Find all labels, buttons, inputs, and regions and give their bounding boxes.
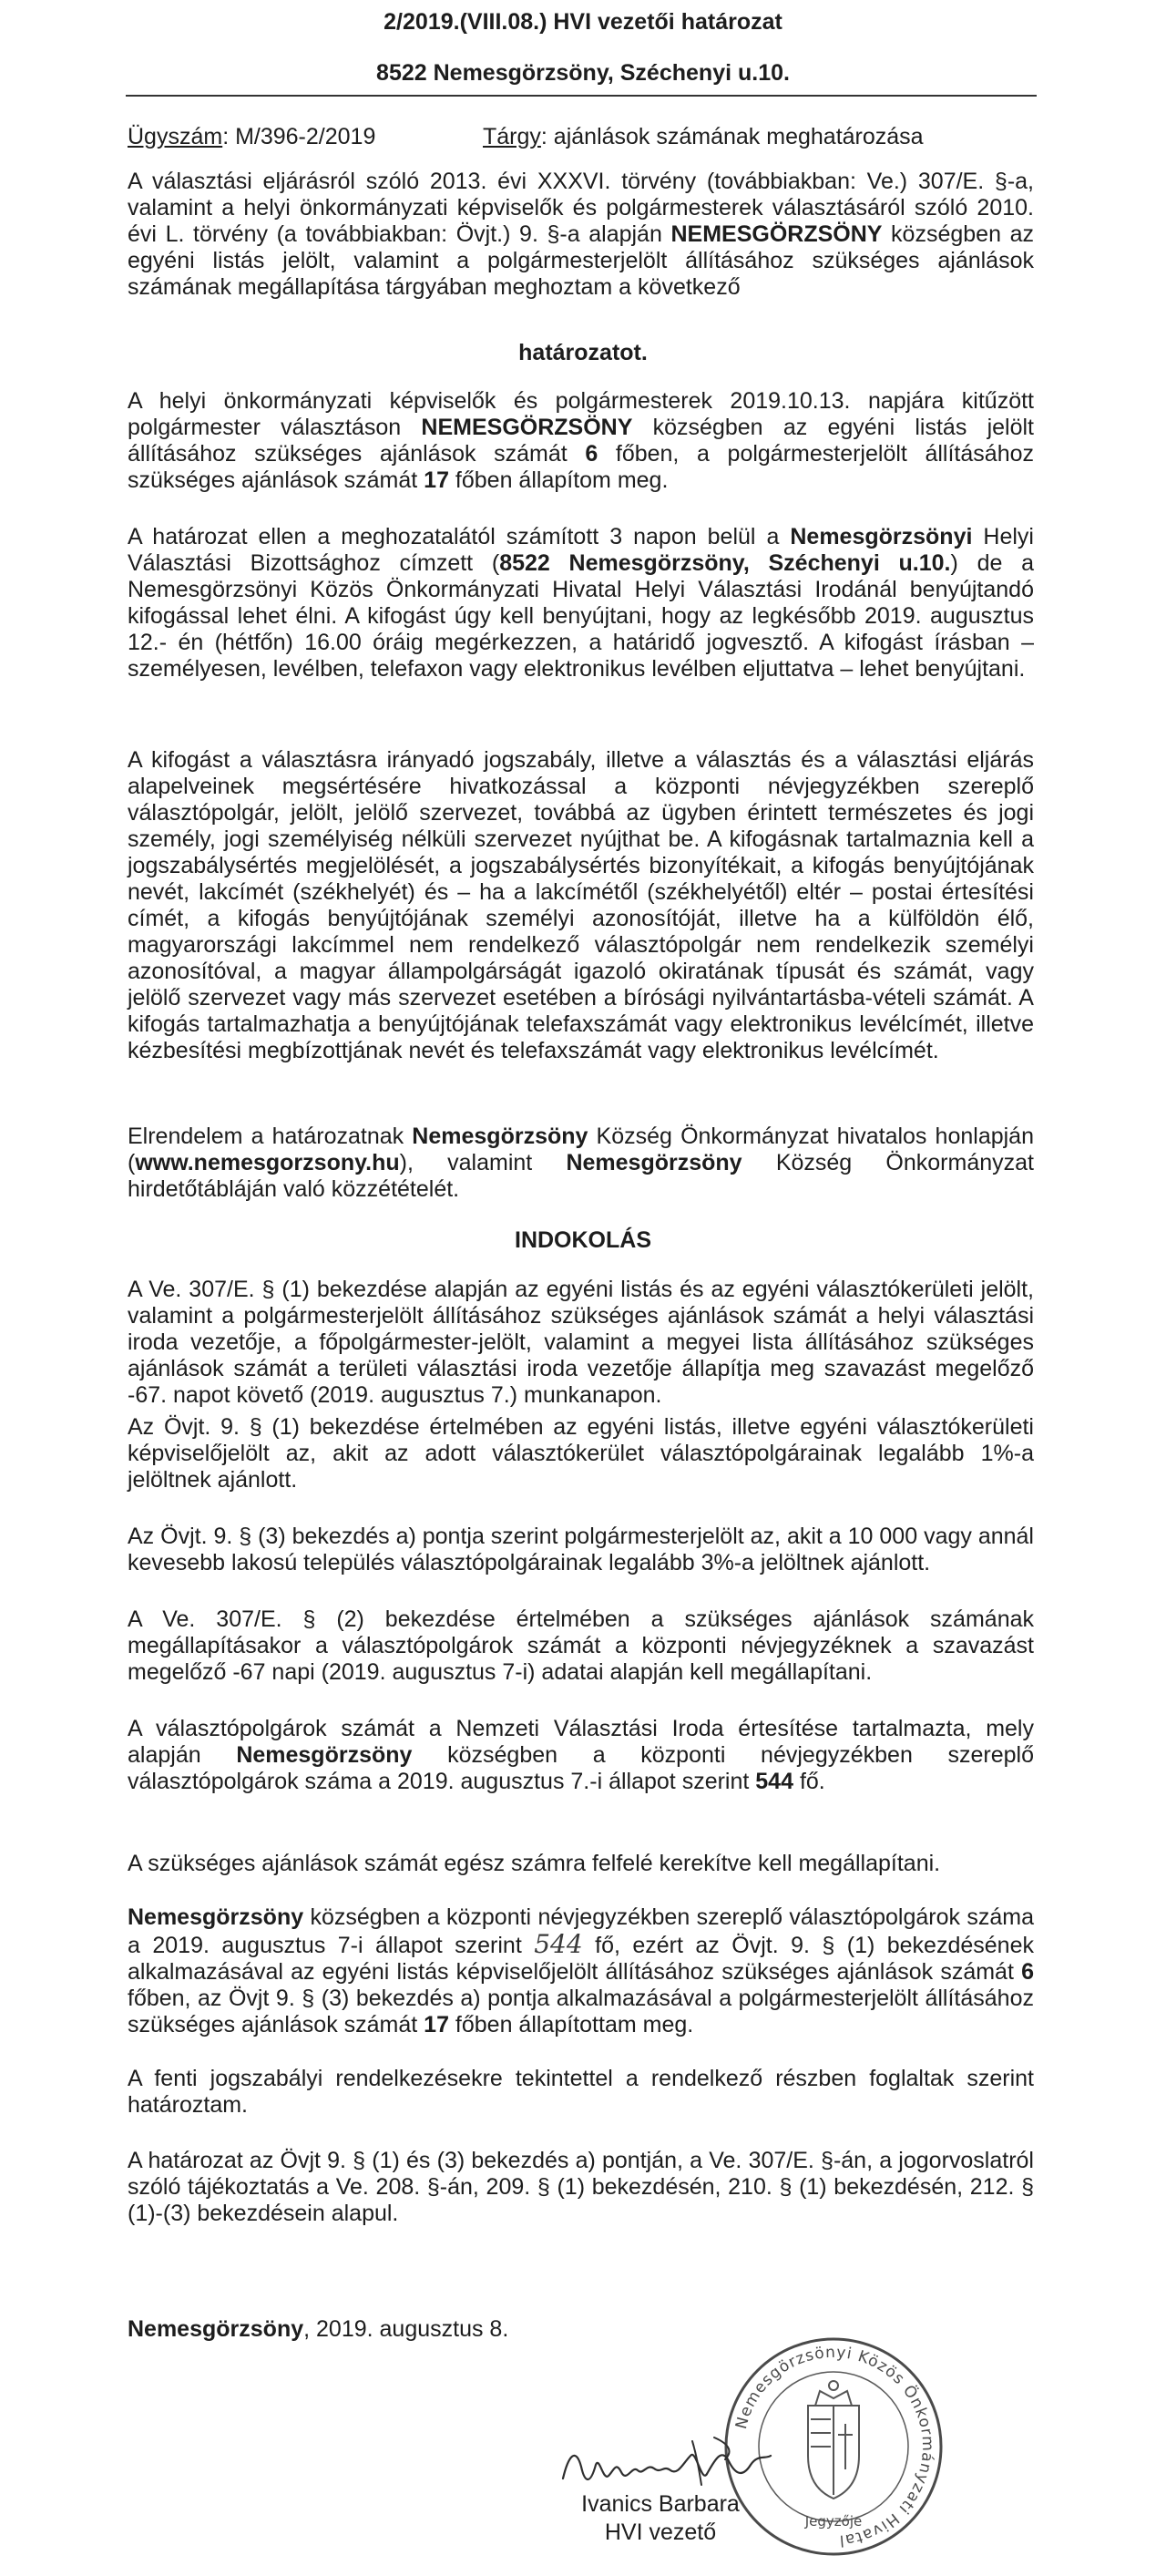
appeal-paragraph — [128, 524, 1034, 682]
appeal-committee-place: Nemesgörzsönyi — [790, 524, 973, 549]
reasoning-paragraph-4: A Ve. 307/E. § (2) bekezdése értelmében a szükséges ajánlások számának megállapításakor a választópolgárok számát a központi névjegyzéknek a szavazást megelőző -67 napi (2019. augusztus 7-i) adatai alapján kell megállapítani. — [128, 1606, 1034, 1685]
intro-text: A választási eljárásról szóló 2013. évi XXXVI. törvény (továbbiakban: Ve.) 307/E. §-a, valamint a helyi önkormányzati képviselők és polgármesterek választásáról szóló 2010. évi L. törvény (a továbbiakban: Övjt.) 9. §-a alapján — [128, 169, 1034, 247]
reasoning-text: főben állapítottam meg. — [448, 2012, 694, 2037]
intro-paragraph — [128, 169, 1034, 301]
decision-text: főben, a polgármesterjelölt állításához szükséges ajánlások számát — [128, 441, 1034, 493]
reasoning-paragraph-9: A határozat az Övjt 9. § (1) és (3) bekezdés a) pontján, a Ve. 307/E. §-án, a jogorvoslatról szóló tájékoztatás a Ve. 208. §-án, 209. § (1) bekezdésén, 210. § (1) bekezdésén, 212. § (1)-(3) bekezdésein alapul. — [128, 2148, 1034, 2226]
signatory-block — [565, 2490, 756, 2547]
publication-text: ), valamint — [399, 1150, 567, 1175]
reasoning-text: főben, az Övjt 9. § (3) bekezdés a) pontja alkalmazásával a polgármesterjelölt állításához szükséges ajánlások számát — [128, 1986, 1034, 2037]
case-label: Ügyszám — [128, 124, 223, 149]
signatory-title: HVI vezető — [604, 2520, 717, 2545]
reasoning-paragraph-7 — [128, 1904, 1034, 2038]
closing-date: , 2019. augusztus 8. — [303, 2316, 509, 2342]
mayor-candidate-count: 17 — [424, 467, 449, 493]
office-address: 8522 Nemesgörzsöny, Széchenyi u.10. — [376, 60, 790, 86]
case-value: : M/396-2/2019 — [222, 124, 376, 149]
stamp-ring-text: Nemesgörzsönyi Közös Önkormányzati Hivatal — [731, 2343, 937, 2550]
handwritten-voter-count: 544 — [534, 1929, 583, 1959]
objection-paragraph: A kifogást a választásra irányadó jogszabály, illetve a választás és a választási eljárás alapelveinek megsértésére hivatkozással a központi névjegyzékben szereplő választópolgár, jelölt, jelölő szervezet, továbbá az ügyben érintett természetes és jogi személy, jogi személyiség nélküli szervezet nyújthat be. A kifogásnak tartalmaznia kell a jogszabálysértés megjelölését, a jogszabálysértés bizonyítékait, a kifogás benyújtójának nevét, lakcímét (székhelyét) és – ha a lakcímétől (székhelyétől) eltér – postai értesítési címét, a kifogás benyújtójának személyi azonosítóját, illetve ha a külföldön élő, magyarországi lakcímmel nem rendelkező választópolgár nem rendelkezik személyi azonosítóval, a magyar állampolgárságát igazoló okiratának típusát és számát, vagy jelölő szervezet vagy más szervezet esetében a bírósági nyilvántartásba-vételi számát. A kifogás tartalmazhatja a benyújtójának telefaxszámát vagy elektronikus levélcímét, illetve kézbesítési megbízottjának nevét és telefaxszámát vagy elektronikus levélcímét. — [128, 747, 1034, 1063]
intro-place: NEMESGÖRZSÖNY — [670, 221, 883, 247]
list-candidate-count: 6 — [585, 441, 598, 467]
place-date — [128, 2316, 508, 2343]
subject-value: : ajánlások számának meghatározása — [540, 124, 924, 149]
publication-text: Elrendelem a határozatnak — [128, 1124, 413, 1149]
appeal-text: A határozat ellen a meghozatalától számított 3 napon belül a — [128, 524, 791, 549]
mayor-candidate-count: 17 — [424, 2012, 449, 2037]
decision-text: A helyi önkormányzati képviselők és polgármesterek 2019.10.13. napjára kitűzött polgármester választáson — [128, 388, 1034, 440]
publication-text: Község Önkormányzat hivatalos honlapján ( — [128, 1124, 1034, 1175]
reasoning-paragraph-8: A fenti jogszabályi rendelkezésekre tekintettel a rendelkező részben foglaltak szerint határoztam. — [128, 2066, 1034, 2118]
case-number — [128, 124, 375, 150]
reasoning-paragraph-5 — [128, 1716, 1034, 1795]
document-title: 2/2019.(VIII.08.) HVI vezetői határozat — [384, 9, 782, 35]
decision-text: főben állapítom meg. — [448, 467, 669, 493]
decision-paragraph-1 — [128, 388, 1034, 494]
publication-text: Község Önkormányzat hirdetőtábláján való közzétételét. — [128, 1150, 1034, 1202]
publication-paragraph — [128, 1124, 1034, 1203]
decision-heading: határozatot. — [518, 340, 648, 365]
publication-place: Nemesgörzsöny — [412, 1124, 588, 1149]
reasoning-text: fő, ezért az Övjt. 9. § (1) bekezdésének alkalmazásával az egyéni listás képviselőjelölt állításához szükséges ajánlások számát — [128, 1933, 1034, 1985]
signatory-name: Ivanics Barbara — [581, 2491, 740, 2517]
appeal-address: 8522 Nemesgörzsöny, Széchenyi u.10. — [499, 550, 951, 576]
reasoning-text: fő. — [793, 1769, 825, 1794]
reasoning-paragraph-2: Az Övjt. 9. § (1) bekezdése értelmében az egyéni listás, illetve egyéni választókerületi képviselőjelölt az, akit az adott választókerület választópolgárainak legalább 1%-a jelöltnek ajánlott. — [128, 1414, 1034, 1493]
decision-place: NEMESGÖRZSÖNY — [421, 415, 633, 440]
reasoning-text: községben a központi névjegyzékben szereplő választópolgárok száma a 2019. augusztus 7.-i állapot szerint — [128, 1742, 1035, 1794]
website-url: www.nemesgorzsony.hu — [135, 1150, 400, 1175]
reasoning-heading: INDOKOLÁS — [515, 1227, 651, 1253]
publication-place: Nemesgörzsöny — [566, 1150, 742, 1175]
appeal-text: ) de a Nemesgörzsönyi Közös Önkormányzati Hivatal Helyi Választási Irodánál benyújtandó kifogással lehet élni. A kifogást úgy kell benyújtani, hogy az legkésőbb 2019. augusztus 12.- én (hétfőn) 16.00 óráig megérkezzen, a határidő jogvesztő. A kifogást írásban – személyesen, levélben, telefaxon vagy elektronikus levélben eljuttatva – lehet benyújtani. — [128, 550, 1035, 682]
reasoning-text: A választópolgárok számát a Nemzeti Választási Iroda értesítése tartalmazta, mely alapján — [128, 1716, 1034, 1768]
reasoning-place: Nemesgörzsöny — [128, 1904, 304, 1930]
subject-label: Tárgy — [483, 124, 541, 149]
subject — [483, 124, 924, 150]
appeal-text: Helyi Választási Bizottsághoz címzett ( — [128, 524, 1034, 576]
closing-place: Nemesgörzsöny — [128, 2316, 304, 2342]
reasoning-text: községben a központi névjegyzékben szereplő választópolgárok száma a 2019. augusztus 7-i állapot szerint — [128, 1904, 1034, 1958]
intro-text-end: községben az egyéni listás jelölt, valamint a polgármesterjelölt állításához szükséges ajánlások számának megállapítása tárgyában meghoztam a következő — [128, 221, 1034, 300]
reasoning-paragraph-3: Az Övjt. 9. § (3) bekezdés a) pontja szerint polgármesterjelölt az, akit a 10 000 vagy annál kevesebb lakosú település választópolgárainak legalább 3%-a jelöltnek ajánlott. — [128, 1524, 1034, 1575]
decision-text: községben az egyéni listás jelölt állításához szükséges ajánlások számát — [128, 415, 1035, 467]
header-rule — [126, 95, 1037, 97]
reasoning-paragraph-6: A szükséges ajánlások számát egész számra felfelé kerekítve kell megállapítani. — [128, 1851, 941, 1876]
voter-count: 544 — [755, 1769, 793, 1794]
stamp-bottom-text: Jegyzője — [804, 2513, 863, 2530]
list-candidate-count: 6 — [1021, 1959, 1034, 1985]
reasoning-place: Nemesgörzsöny — [236, 1742, 413, 1768]
coat-of-arms-icon — [808, 2381, 859, 2499]
reasoning-paragraph-1: A Ve. 307/E. § (1) bekezdése alapján az egyéni listás és az egyéni választókerületi jelölt, valamint a polgármesterjelölt állításához szükséges ajánlások számát a helyi választási iroda vezetője, a főpolgármester-jelölt, valamint a megyei lista állításához szükséges ajánlások számát a területi választási iroda vezetője állapítja meg szavazást megelőző -67. napot követő (2019. augusztus 7.) munkanapon. — [128, 1277, 1034, 1408]
